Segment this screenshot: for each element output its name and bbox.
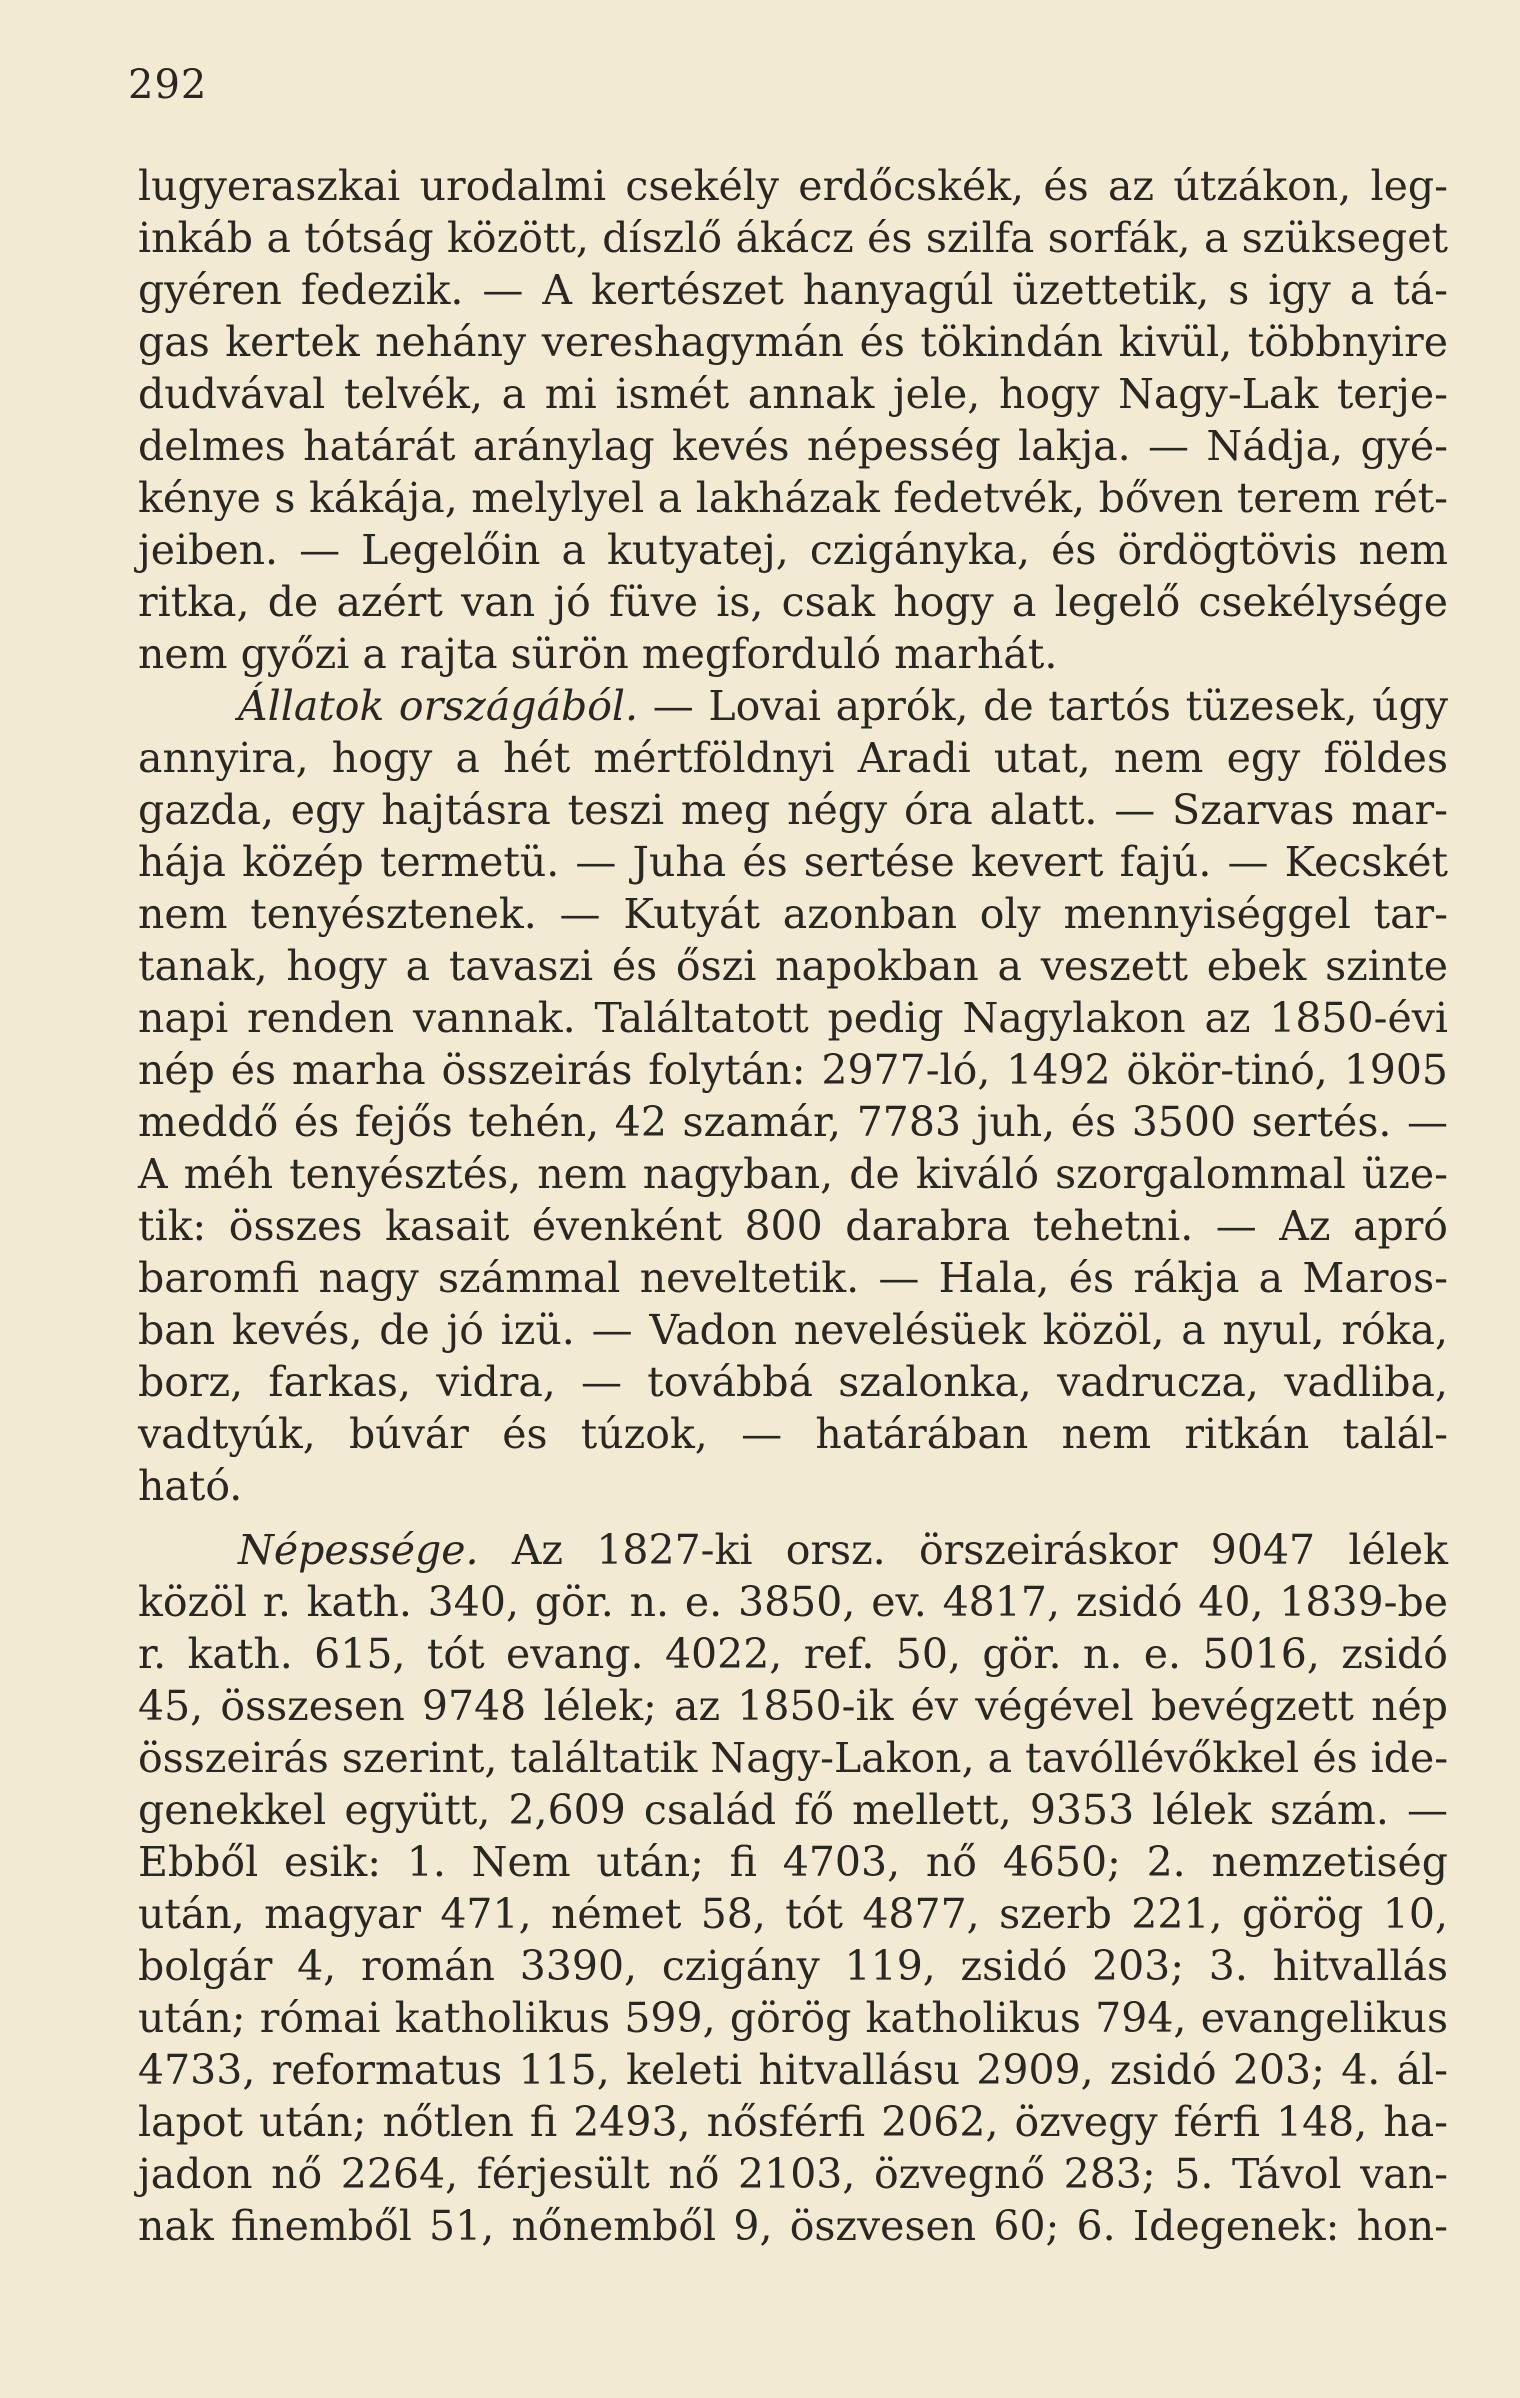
text-line: ható. (138, 1462, 243, 1510)
text-line: jadon nő 2264, férjesült nő 2103, özvegnő 283; 5. Távol van- (138, 2150, 1448, 2198)
text-line: meddő és fejős tehén, 42 szamár, 7783 juh, és 3500 sertés. — (138, 1098, 1448, 1146)
text-line: gyéren fedezik. — A kertészet hanyagúl üzettetik, s igy a tá- (138, 266, 1448, 314)
text-line: vadtyúk, búvár és túzok, — határában nem ritkán talál- (138, 1410, 1448, 1458)
text-line: kénye s kákája, melylyel a lakházak fedetvék, bőven terem rét- (138, 474, 1448, 522)
text-line: tanak, hogy a tavaszi és őszi napokban a veszett ebek szinte (138, 942, 1448, 990)
text-line: inkáb a tótság között, díszlő ákácz és szilfa sorfák, a szükseget (138, 214, 1448, 262)
text-line: ban kevés, de jó izü. — Vadon nevelésüek közöl, a nyul, róka, (138, 1306, 1448, 1354)
text-line: A méh tenyésztés, nem nagyban, de kiváló szorgalommal üze- (138, 1150, 1448, 1198)
text-line: Ebből esik: 1. Nem után; fi 4703, nő 4650; 2. nemzetiség (138, 1838, 1448, 1886)
section-lead-line: Állatok országából. — Lovai aprók, de tartós tüzesek, úgy (238, 682, 1448, 730)
text-line: nép és marha összeirás folytán: 2977-ló, 1492 ökör-tinó, 1905 (138, 1046, 1448, 1094)
text-line: napi renden vannak. Találtatott pedig Nagylakon az 1850-évi (138, 994, 1448, 1042)
text-line: tik: összes kasait évenként 800 darabra tehetni. — Az apró (138, 1202, 1448, 1250)
text-line: dudvával telvék, a mi ismét annak jele, hogy Nagy-Lak terje- (138, 370, 1448, 418)
text-line: r. kath. 615, tót evang. 4022, ref. 50, gör. n. e. 5016, zsidó (138, 1630, 1448, 1678)
text-line: 4733, reformatus 115, keleti hitvallásu 2909, zsidó 203; 4. ál- (138, 2046, 1448, 2094)
section-lead-line: Népessége. Az 1827-ki orsz. örszeiráskor 9047 lélek (238, 1526, 1448, 1574)
text-line: borz, farkas, vidra, — továbbá szalonka, vadrucza, vadliba, (138, 1358, 1448, 1406)
text-line: jeiben. — Legelőin a kutyatej, czigányka, és ördögtövis nem (138, 526, 1448, 574)
text-line: annyira, hogy a hét mértföldnyi Aradi utat, nem egy földes (138, 734, 1448, 782)
text-line: közöl r. kath. 340, gör. n. e. 3850, ev. 4817, zsidó 40, 1839-be (138, 1578, 1448, 1626)
text-line: delmes határát aránylag kevés népesség lakja. — Nádja, gyé- (138, 422, 1448, 470)
text-line: genekkel együtt, 2,609 család fő mellett, 9353 lélek szám. — (138, 1786, 1448, 1834)
text-line: ritka, de azért van jó füve is, csak hogy a legelő csekélysége (138, 578, 1448, 626)
text-line: gas kertek nehány vereshagymán és tökindán kivül, többnyire (138, 318, 1448, 366)
text-line: hája közép termetü. — Juha és sertése kevert fajú. — Kecskét (138, 838, 1448, 886)
section-heading: Állatok országából. (238, 682, 639, 730)
page-number: 292 (128, 62, 208, 108)
text-line: baromfi nagy számmal neveltetik. — Hala, és rákja a Maros- (138, 1254, 1448, 1302)
section-heading: Népessége. (238, 1526, 479, 1574)
text-line: összeirás szerint, találtatik Nagy-Lakon, a tavóllévőkkel és ide- (138, 1734, 1449, 1782)
text-line: nem tenyésztenek. — Kutyát azonban oly mennyiséggel tar- (138, 890, 1448, 938)
text-line: 45, összesen 9748 lélek; az 1850-ik év végével bevégzett nép (138, 1682, 1448, 1730)
text-line: lugyeraszkai urodalmi csekély erdőcskék, és az útzákon, leg- (138, 162, 1448, 210)
text-line: nem győzi a rajta sürön megforduló marhát. (138, 630, 1058, 678)
text-line: bolgár 4, román 3390, czigány 119, zsidó 203; 3. hitvallás (138, 1942, 1448, 1990)
text-line: gazda, egy hajtásra teszi meg négy óra alatt. — Szarvas mar- (138, 786, 1448, 834)
text-line: után, magyar 471, német 58, tót 4877, szerb 221, görög 10, (138, 1890, 1448, 1938)
text-line: nak finemből 51, nőnemből 9, öszvesen 60; 6. Idegenek: hon- (138, 2202, 1448, 2250)
text-line: lapot után; nőtlen fi 2493, nősférfi 2062, özvegy férfi 148, ha- (138, 2098, 1448, 2146)
text-line: után; római katholikus 599, görög katholikus 794, evangelikus (138, 1994, 1448, 2042)
